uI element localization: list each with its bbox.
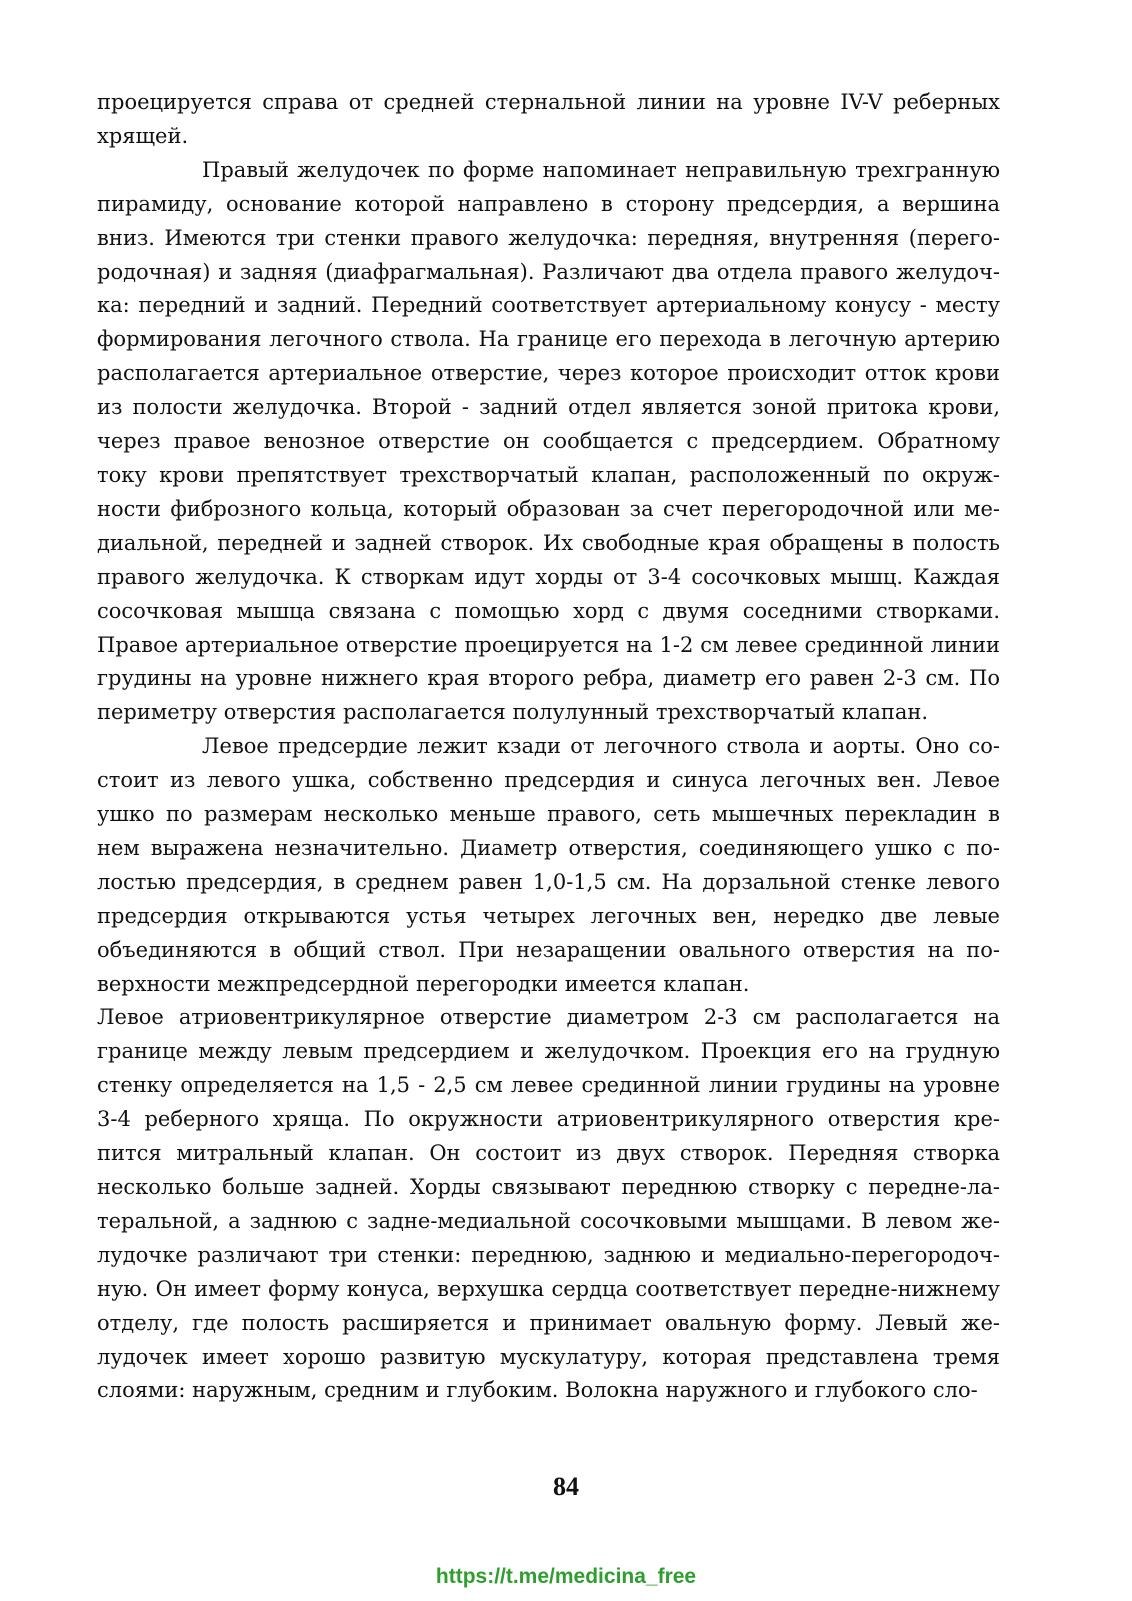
- source-link[interactable]: https://t.me/medicina_free: [435, 1565, 697, 1588]
- paragraph-2: Правый желудочек по форме напоминает неправильную трехгранную пирамиду, основание которой направлено в сторону предсердия, а вершина вниз. Имеются три стенки правого желудочка: передняя, внутренняя (перегородочная) и задняя (диафрагмальная). Различают два отдела правого желудочка: передний и задний. Передний соответствует артериальному конусу - месту формирования легочного ствола. На границе его перехода в легочную артерию располагается артериальное отверстие, через которое происходит отток крови из полости желудочка. Второй - задний отдел является зоной притока крови, через правое венозное отверстие он сообщается с предсердием. Обратному току крови препятствует трехстворчатый клапан, расположенный по окружности фиброзного кольца, который образован за счет перегородочной или медиальной, передней и задней створок. Их свободные края обращены в полость правого желудочка. К створкам идут хорды от 3-4 сосочковых мышц. Каждая сосочковая мышца связана с помощью хорд с двумя соседними створками. Правое артериальное отверстие проецируется на 1-2 см левее срединной линии грудины на уровне нижнего края второго ребра, диаметр его равен 2-3 см. По периметру отверстия располагается полулунный трехстворчатый клапан.: [97, 157, 1000, 725]
- paragraph-3: Левое предсердие лежит кзади от легочного ствола и аорты. Оно состоит из левого ушка, собственно предсердия и синуса легочных вен. Левое ушко по размерам несколько меньше правого, сеть мышечных перекладин в нем выражена незначительно. Диаметр отверстия, соединяющего ушко с полостью предсердия, в среднем равен 1,0-1,5 см. На дорзальной стенке левого предсердия открываются устья четырех легочных вен, нередко две левые объединяются в общий ствол. При незаращении овального отверстия на поверхности межпредсердной перегородки имеется клапан.: [97, 734, 1000, 996]
- document-body: [97, 86, 1000, 1408]
- paragraph-4: Левое атриовентрикулярное отверстие диаметром 2-3 см располагается на границе между левым предсердием и желудочком. Проекция его на грудную стенку определяется на 1,5 - 2,5 см левее срединной линии грудины на уровне 3-4 реберного хряща. По окружности атриовентрикулярного отверстия крепится митральный клапан. Он состоит из двух створок. Передняя створка несколько больше задней. Хорды связывают переднюю створку с передне-латеральной, а заднюю с задне-медиальной сосочковыми мышцами. В левом желудочке различают три стенки: переднюю, заднюю и медиально-перегородочную. Он имеет форму конуса, верхушка сердца соответствует передне-нижнему отделу, где полость расширяется и принимает овальную форму. Левый желудочек имеет хорошо развитую мускулатуру, которая представлена тремя слоями: наружным, средним и глубоким. Волокна наружного и глубокого сло-: [97, 1005, 1000, 1403]
- page-number: 84: [553, 1472, 579, 1501]
- paragraph-1: проецируется справа от средней стернальной линии на уровне IV-V реберных хрящей.: [97, 90, 1000, 148]
